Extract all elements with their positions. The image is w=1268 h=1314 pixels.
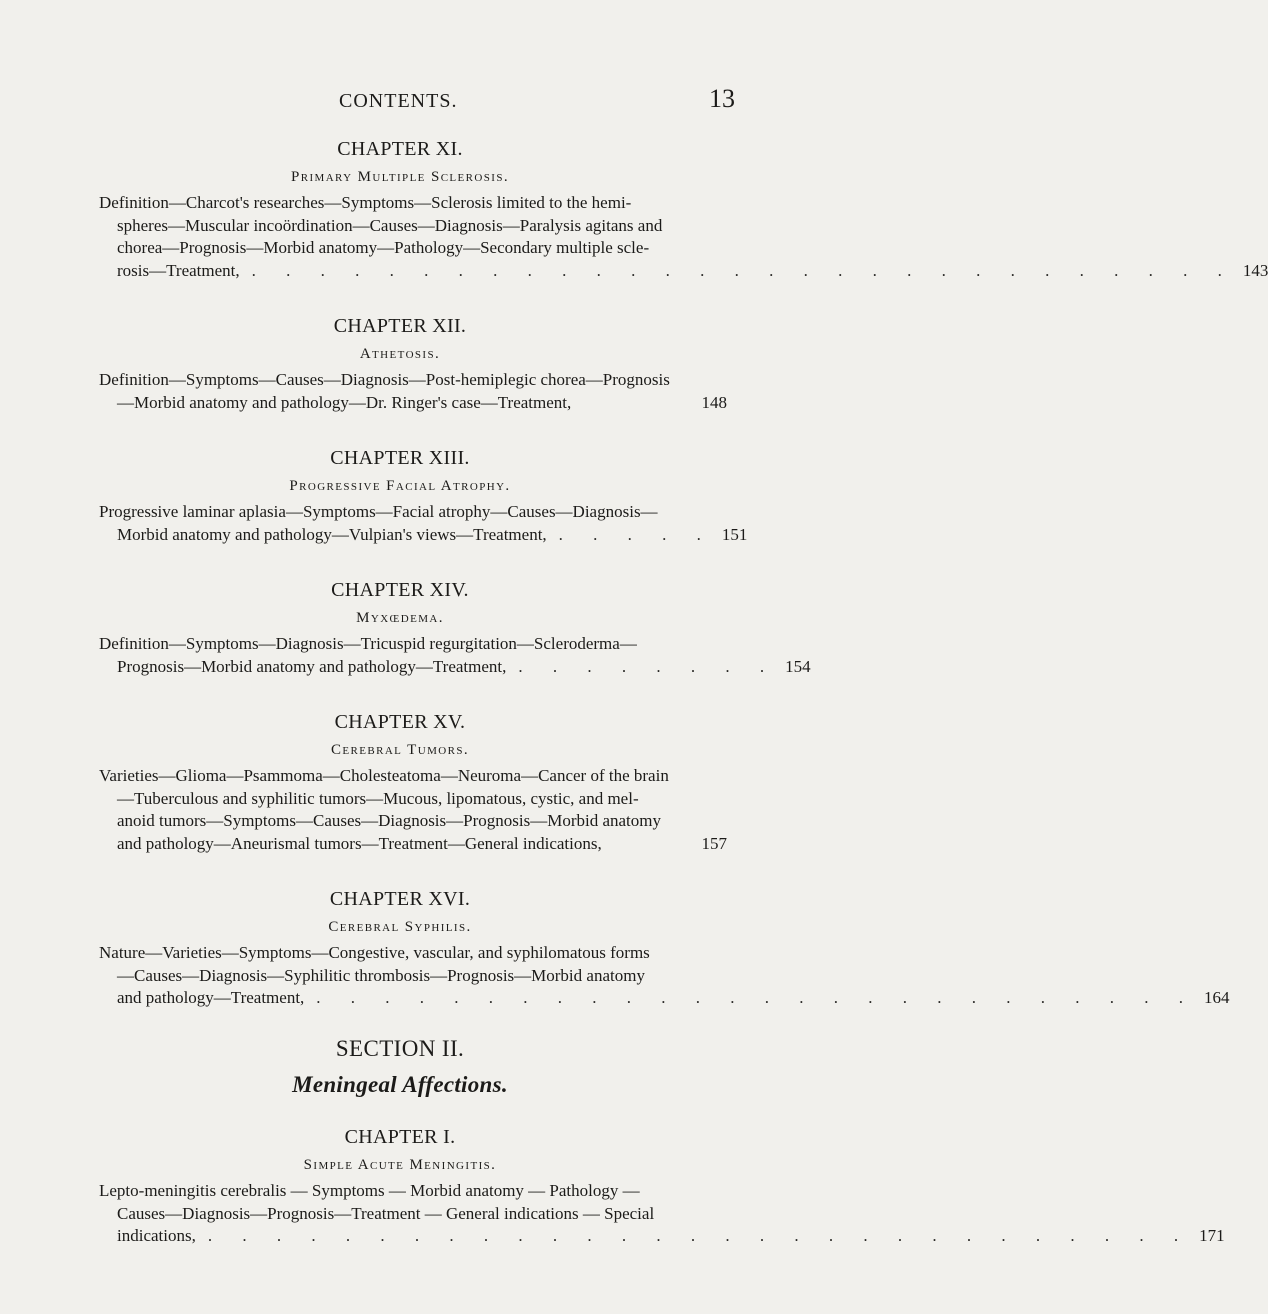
chapter-subtitle: Athetosis. bbox=[359, 346, 441, 362]
entry-line: and pathology—Aneurismal tumors—Treatment—General indications, bbox=[117, 833, 602, 853]
section-heading: SECTION II. bbox=[335, 1036, 465, 1061]
entry-line: anoid tumors—Symptoms—Causes—Diagnosis—Prognosis—Morbid anatomy bbox=[117, 811, 661, 830]
entry-page-number: 143 bbox=[1242, 260, 1268, 280]
entry-line: rosis—Treatment, bbox=[117, 260, 240, 280]
running-title: CONTENTS. bbox=[339, 90, 458, 112]
toc-chapter-xi bbox=[0, 136, 1268, 282]
chapter-heading: CHAPTER XII. bbox=[333, 315, 467, 337]
chapter-heading: CHAPTER I. bbox=[344, 1126, 456, 1148]
entry-line: Morbid anatomy and pathology—Vulpian's views—Treatment, bbox=[117, 524, 547, 544]
entry-last-line bbox=[99, 987, 1230, 1010]
entry-line: Progressive laminar aplasia—Symptoms—Facial atrophy—Causes—Diagnosis— bbox=[99, 502, 658, 521]
chapter-heading: CHAPTER XV. bbox=[334, 711, 466, 733]
chapter-entry bbox=[99, 765, 727, 855]
entry-line: Definition—Charcot's researches—Symptoms—Sclerosis limited to the hemi- bbox=[99, 193, 632, 212]
dot-leader: . . . . . . . . . . . . . . . . . . . . . . . . . . . . . bbox=[207, 1226, 1192, 1245]
chapter-subtitle: Cerebral Syphilis. bbox=[328, 919, 472, 935]
dot-leader: . . . . . . . . bbox=[518, 656, 778, 676]
entry-line: indications, bbox=[117, 1226, 196, 1245]
chapter-heading: CHAPTER XIV. bbox=[331, 579, 469, 601]
chapter-subtitle: Simple Acute Meningitis. bbox=[303, 1157, 497, 1173]
chapter-heading: CHAPTER XIII. bbox=[330, 447, 470, 469]
entry-line: Varieties—Glioma—Psammoma—Cholesteatoma—Neuroma—Cancer of the brain bbox=[99, 766, 669, 785]
toc-chapter-xv bbox=[0, 709, 800, 855]
entry-page-number: 171 bbox=[1199, 1226, 1225, 1245]
chapter-subtitle: Progressive Facial Atrophy. bbox=[289, 478, 511, 494]
dot-leader: . . . . . bbox=[558, 524, 714, 544]
chapter-heading: CHAPTER XI. bbox=[337, 138, 463, 160]
section-subtitle: Meningeal Affections. bbox=[292, 1072, 508, 1097]
entry-last-line bbox=[99, 260, 1268, 283]
section-heading-block bbox=[0, 1033, 800, 1105]
toc-section-chapter-i bbox=[0, 1124, 1225, 1248]
entry-line: —Causes—Diagnosis—Syphilitic thrombosis—Prognosis—Morbid anatomy bbox=[117, 965, 645, 985]
chapter-subtitle: Primary Multiple Sclerosis. bbox=[290, 169, 510, 185]
entry-last-line bbox=[99, 524, 748, 547]
page-number: 13 bbox=[709, 84, 735, 113]
toc-chapter-xiii bbox=[0, 445, 800, 546]
entry-page-number: 154 bbox=[785, 656, 811, 676]
toc-chapter-xii bbox=[0, 313, 800, 414]
entry-last-line bbox=[99, 833, 727, 856]
entry-line: Definition—Symptoms—Diagnosis—Tricuspid regurgitation—Scleroderma— bbox=[99, 634, 637, 653]
entry-last-line bbox=[99, 1225, 1225, 1248]
chapter-entry bbox=[99, 633, 811, 678]
chapter-entry bbox=[99, 501, 748, 546]
entry-line: Causes—Diagnosis—Prognosis—Treatment — General indications — Special bbox=[117, 1203, 655, 1223]
entry-line: Prognosis—Morbid anatomy and pathology—Treatment, bbox=[117, 656, 507, 676]
entry-line: and pathology—Treatment, bbox=[117, 988, 305, 1007]
entry-line: Nature—Varieties—Symptoms—Congestive, vascular, and syphilomatous forms bbox=[99, 943, 650, 962]
entry-line: spheres—Muscular incoördination—Causes—Diagnosis—Paralysis agitans and bbox=[117, 215, 663, 235]
dot-leader: . . . . . . . . . . . . . . . . . . . . . . . . . . . . . bbox=[251, 260, 1235, 280]
dot-leader bbox=[571, 392, 693, 415]
chapter-entry bbox=[99, 942, 1230, 1010]
running-head bbox=[0, 82, 800, 122]
chapter-subtitle: Cerebral Tumors. bbox=[330, 742, 470, 758]
entry-last-line bbox=[99, 656, 811, 679]
chapter-entry bbox=[99, 1180, 1225, 1248]
entry-page-number: 164 bbox=[1204, 988, 1230, 1007]
chapter-subtitle: Myxœdema. bbox=[356, 610, 444, 626]
entry-line: chorea—Prognosis—Morbid anatomy—Pathology—Secondary multiple scle- bbox=[117, 238, 650, 257]
entry-line: Definition—Symptoms—Causes—Diagnosis—Post-hemiplegic chorea—Prognosis bbox=[99, 370, 670, 389]
entry-last-line bbox=[99, 392, 727, 415]
entry-page-number: 157 bbox=[701, 833, 727, 853]
entry-line: —Tuberculous and syphilitic tumors—Mucous, lipomatous, cystic, and mel- bbox=[117, 788, 639, 808]
entry-line: —Morbid anatomy and pathology—Dr. Ringer's case—Treatment, bbox=[117, 392, 572, 412]
chapter-entry bbox=[99, 369, 727, 414]
chapter-entry bbox=[99, 192, 1268, 282]
toc-chapter-xiv bbox=[0, 577, 811, 678]
entry-page-number: 151 bbox=[721, 524, 748, 544]
dot-leader: . . . . . . . . . . . . . . . . . . . . . . . . . . bbox=[316, 988, 1197, 1007]
entry-page-number: 148 bbox=[701, 392, 727, 412]
entry-line: Lepto-meningitis cerebralis — Symptoms — Morbid anatomy — Pathology — bbox=[99, 1181, 640, 1200]
toc-chapter-xvi bbox=[0, 886, 1230, 1010]
dot-leader bbox=[602, 833, 694, 856]
chapter-heading: CHAPTER XVI. bbox=[329, 888, 471, 910]
